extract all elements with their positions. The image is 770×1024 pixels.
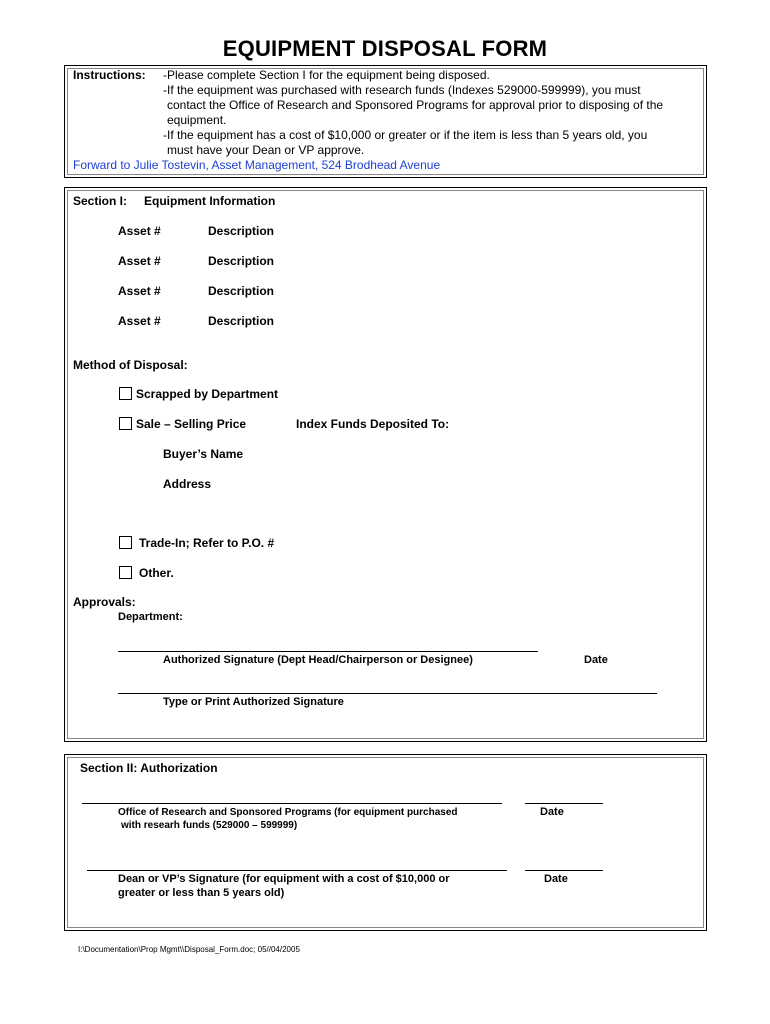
department-label: Department: xyxy=(118,611,183,623)
sale-label: Sale – Selling Price xyxy=(136,417,247,431)
description-field[interactable]: Description xyxy=(208,224,275,238)
description-field[interactable]: Description xyxy=(208,254,275,268)
section-1-box xyxy=(64,187,707,742)
buyers-name-label: Buyer’s Name xyxy=(163,447,244,461)
dean-vp-signature-line[interactable] xyxy=(87,870,507,871)
method-of-disposal-label: Method of Disposal: xyxy=(73,358,188,372)
authorized-signature-label: Authorized Signature (Dept Head/Chairperson or Designee) xyxy=(163,654,473,666)
section-2-box xyxy=(64,754,707,931)
date-label: Date xyxy=(584,654,608,666)
date-line[interactable] xyxy=(525,870,603,871)
address-label: Address xyxy=(163,477,212,491)
scrapped-label: Scrapped by Department xyxy=(136,387,279,401)
instruction-line: -If the equipment was purchased with research funds (Indexes 529000-599999), you must xyxy=(163,83,641,97)
trade-in-checkbox[interactable] xyxy=(119,536,132,549)
asset-number-field[interactable]: Asset # xyxy=(118,254,161,268)
type-print-signature-line[interactable] xyxy=(118,693,657,694)
trade-in-label: Trade-In; Refer to P.O. # xyxy=(139,536,275,550)
dean-vp-signature-label: Dean or VP’s Signature (for equipment with a cost of $10,000 or xyxy=(118,873,450,885)
description-field[interactable]: Description xyxy=(208,284,275,298)
scrapped-checkbox[interactable] xyxy=(119,387,132,400)
instruction-line: equipment. xyxy=(167,113,227,127)
orsp-signature-label-2: with researh funds (529000 – 599999) xyxy=(121,820,298,831)
index-funds-label: Index Funds Deposited To: xyxy=(296,417,450,431)
orsp-signature-label: Office of Research and Sponsored Programs (for equipment purchased xyxy=(118,807,458,818)
instructions-label: Instructions: xyxy=(73,68,146,82)
page-title: EQUIPMENT DISPOSAL FORM xyxy=(222,36,548,61)
sale-checkbox[interactable] xyxy=(119,417,132,430)
date-label: Date xyxy=(540,806,564,818)
orsp-signature-line[interactable] xyxy=(82,803,502,804)
asset-number-field[interactable]: Asset # xyxy=(118,314,161,328)
date-line[interactable] xyxy=(525,803,603,804)
instruction-line: -Please complete Section I for the equipment being disposed. xyxy=(163,68,490,82)
section-1-label: Section I: xyxy=(73,194,128,208)
type-print-signature-label: Type or Print Authorized Signature xyxy=(163,696,344,708)
asset-number-field[interactable]: Asset # xyxy=(118,224,161,238)
asset-number-field[interactable]: Asset # xyxy=(118,284,161,298)
instruction-line: -If the equipment has a cost of $10,000 or greater or if the item is less than 5 years old, you xyxy=(163,128,648,142)
instruction-line: contact the Office of Research and Sponsored Programs for approval prior to disposing of the xyxy=(167,98,664,112)
section-2-title: Section II: Authorization xyxy=(80,761,218,775)
other-label: Other. xyxy=(139,566,174,580)
forward-to-note: Forward to Julie Tostevin, Asset Management, 524 Brodhead Avenue xyxy=(73,158,441,172)
dean-vp-signature-label-2: greater or less than 5 years old) xyxy=(118,887,285,899)
date-label: Date xyxy=(544,873,568,885)
approvals-label: Approvals: xyxy=(73,595,136,609)
other-checkbox[interactable] xyxy=(119,566,132,579)
footer-file-path: I:\Documentation\Prop Mgmt\\Disposal_Form.doc; 05//04/2005 xyxy=(78,945,300,954)
authorized-signature-line[interactable] xyxy=(118,651,538,652)
description-field[interactable]: Description xyxy=(208,314,275,328)
instruction-line: must have your Dean or VP approve. xyxy=(167,143,365,157)
section-1-title: Equipment Information xyxy=(144,194,276,208)
instructions-box xyxy=(64,65,707,178)
